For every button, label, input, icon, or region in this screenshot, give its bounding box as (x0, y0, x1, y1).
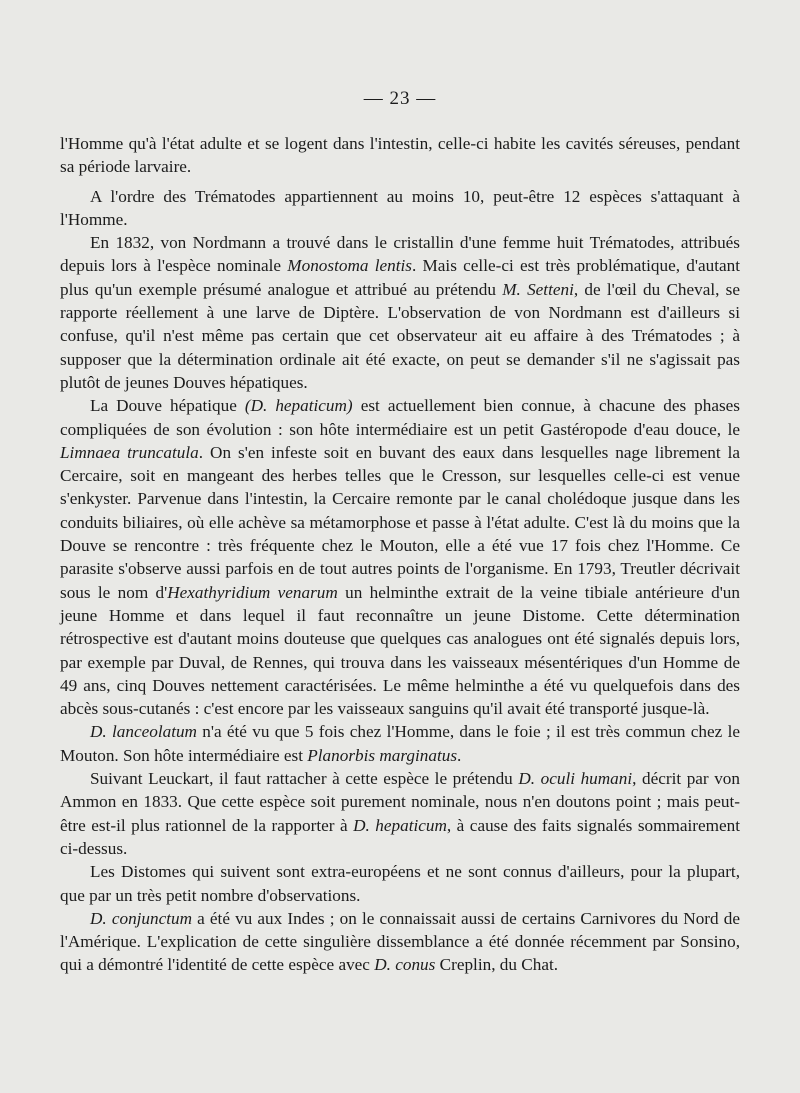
text-run: La Douve hépatique (90, 396, 245, 416)
italic-term: D. conjunctum (90, 908, 193, 928)
text-run: En 1832, von Nordmann a trouvé dans le cristallin d'une femme huit Trématodes, attribués depuis lors à l'espèce nominale (60, 233, 740, 276)
text-run: , de l'œil du Cheval, se rapporte réellement à une larve de Diptère. L'observation de von Nordmann est d'ailleurs si confuse, qu'il n'est même pas certain que cet observateur ait eu affaire à des Trématodes ; à supposer que la détermination ordinale ait été exacte, on peut se demander s'il ne s'agissait pas plutôt de jeunes Douves hépatiques. (60, 279, 741, 392)
italic-term: Monostoma lentis (287, 256, 412, 276)
body-text (60, 132, 740, 977)
text-run: . (457, 745, 462, 765)
text-run: n'a été vu que 5 fois chez l'Homme, dans le foie ; il est très commun chez le Mouton. Son hôte intermédiaire est (60, 722, 740, 765)
text-run: . Mais celle-ci est très problématique, d'autant plus qu'un exemple présumé analogue et attribué au prétendu (60, 256, 740, 299)
page-number: — 23 — (363, 88, 437, 109)
italic-term: Limnaea truncatula (60, 442, 199, 462)
italic-term: M. Setteni (502, 279, 574, 299)
text-run: a été vu aux Indes ; on le connaissait aussi de certains Carnivores du Nord de l'Amérique. L'explication de cette singulière dissemblance a été donnée récemment par Sonsino, qui a démontré l'identité de cette espèce avec (60, 908, 740, 975)
text-run: Les Distomes qui suivent sont extra-européens et ne sont connus d'ailleurs, pour la plupart, que par un très petit nombre d'observations. (60, 862, 740, 905)
italic-term: D. lanceolatum (90, 722, 197, 742)
italic-term: Hexathyridium venarum (167, 582, 338, 602)
paragraph (60, 132, 740, 179)
paragraph (60, 907, 740, 977)
paragraph (60, 231, 740, 394)
text-run: . On s'en infeste soit en buvant des eaux dans lesquelles nage librement la Cercaire, soit en mangeant des herbes telles que le Cresson, sur lesquelles celle-ci est venue s'enkyster. Parvenue dans l'intestin, la Cercaire remonte par le canal cholédoque jusque dans les conduits biliaires, où elle achève sa métamorphose et passe à l'état adulte. C'est là du moins que la Douve se rencontre : très fréquente chez le Mouton, elle a été vue 17 fois chez l'Homme. Ce parasite s'observe aussi parfois en de tout autres points de l'organisme. En 1793, Treutler décrivait sous le nom d' (60, 442, 740, 602)
paragraph (60, 394, 740, 720)
text-run: , décrit par von Ammon en 1833. Que cette espèce soit purement nominale, nous n'en doutons point ; mais peut-être est-il plus rationnel de la rapporter à (60, 769, 740, 835)
text-run: l'Homme qu'à l'état adulte et se logent dans l'intestin, celle-ci habite les cavités séreuses, pendant sa période larvaire. (60, 134, 740, 177)
paragraph (60, 767, 740, 860)
italic-term: D. hepaticum (353, 815, 447, 835)
paragraph (60, 185, 740, 232)
text-run: , à cause des faits signalés sommairement ci-dessus. (60, 815, 740, 858)
italic-term: D. oculi humani (518, 769, 633, 789)
paragraph (60, 720, 740, 767)
text-run: est actuellement bien connue, à chacune des phases compliquées de son évolution : son hôte intermédiaire est un petit Gastéropode d'eau douce, le (60, 396, 740, 439)
italic-term: Planorbis marginatus (307, 745, 458, 765)
text-run: A l'ordre des Trématodes appartiennent au moins 10, peut-être 12 espèces s'attaquant à l'Homme. (60, 186, 740, 229)
italic-term: (D. hepaticum) (244, 396, 353, 416)
text-run: Creplin, du Chat. (435, 955, 559, 975)
italic-term: D. conus (374, 955, 436, 975)
paragraph (60, 860, 740, 907)
text-run: un helminthe extrait de la veine tibiale antérieure d'un jeune Homme et dans lequel il faut reconnaître un jeune Distome. Cette détermination rétrospective est d'autant moins douteuse que quelques cas analogues ont été signalés depuis lors, par exemple par Duval, de Rennes, qui trouva dans les vaisseaux mésentériques d'un Homme de 49 ans, cinq Douves nettement caractérisées. Le même helminthe a été vu quelquefois dans des abcès sous-cutanés : c'est encore par les vaisseaux sanguins qu'il avait été transporté jusque-là. (60, 582, 740, 719)
text-run: Suivant Leuckart, il faut rattacher à cette espèce le prétendu (90, 769, 519, 789)
